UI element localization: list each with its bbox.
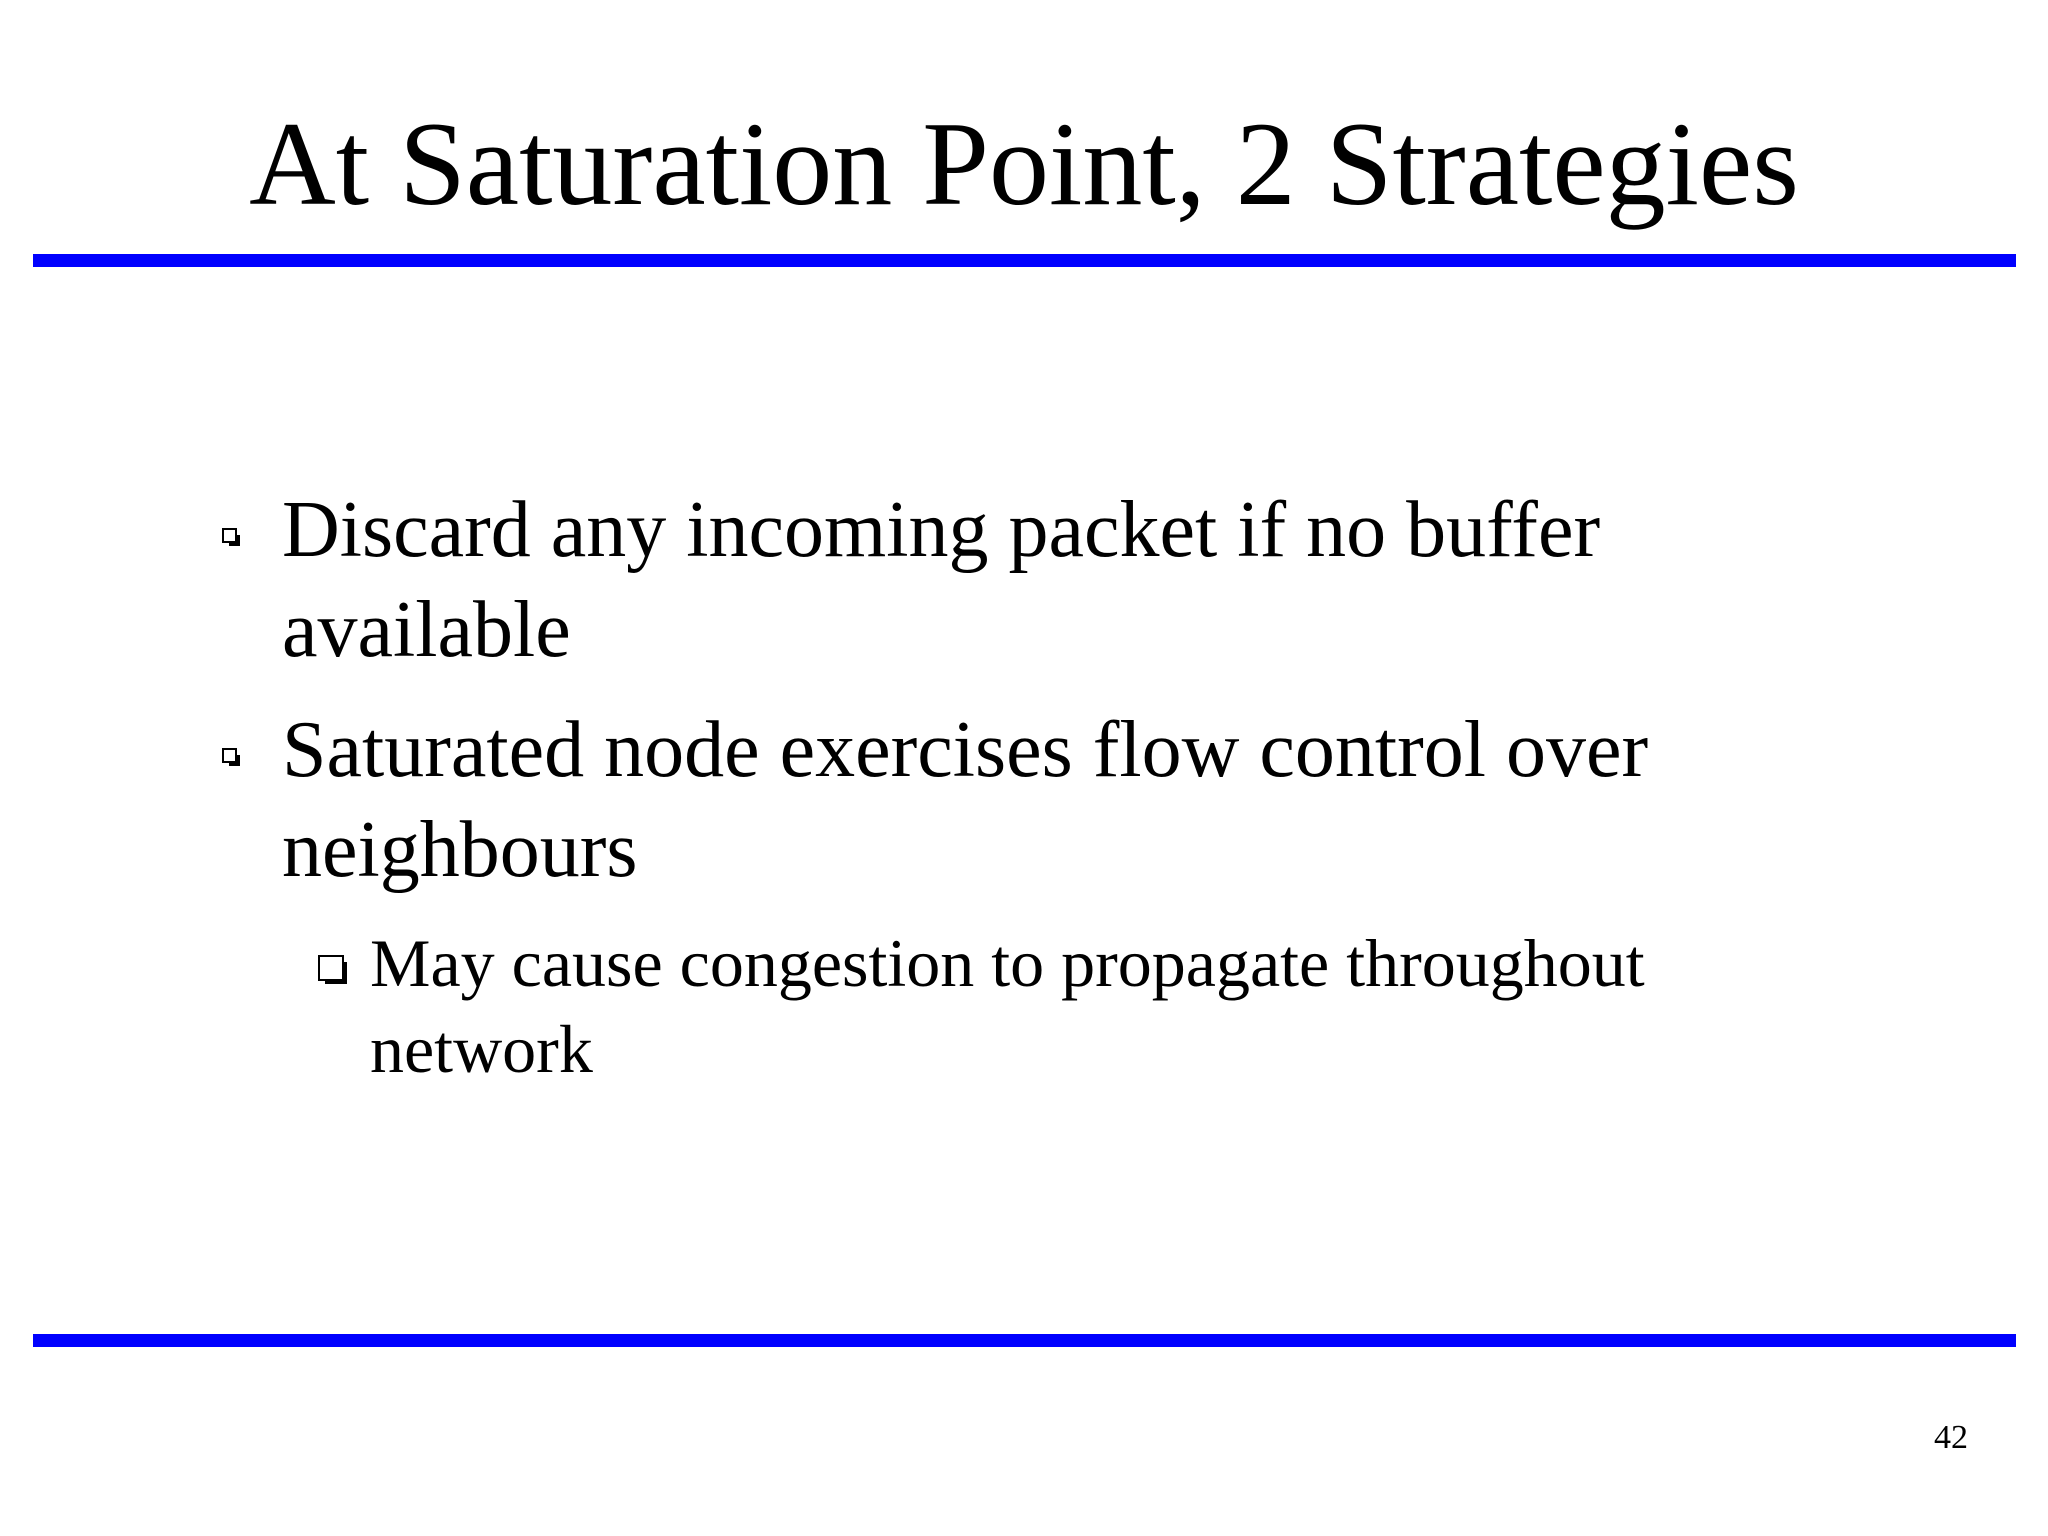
square-bullet-icon [222,528,237,543]
slide-title: At Saturation Point, 2 Strategies [249,97,1799,230]
footer-divider-bottom [33,1334,2016,1347]
page-number: 42 [1934,1419,1968,1456]
bullet-text: Saturated node exercises flow control over neighbours [282,706,1649,894]
title-divider-top [33,254,2016,267]
square-bullet-icon [222,748,237,763]
bullet-text: Discard any incoming packet if no buffer available [282,486,1601,674]
square-bullet-icon [318,955,344,981]
sub-bullet-text: May cause congestion to propagate throughout network [370,925,1645,1087]
bullet-item [282,480,1782,680]
bullet-item [282,700,1782,900]
sub-bullet-item [370,920,1800,1092]
